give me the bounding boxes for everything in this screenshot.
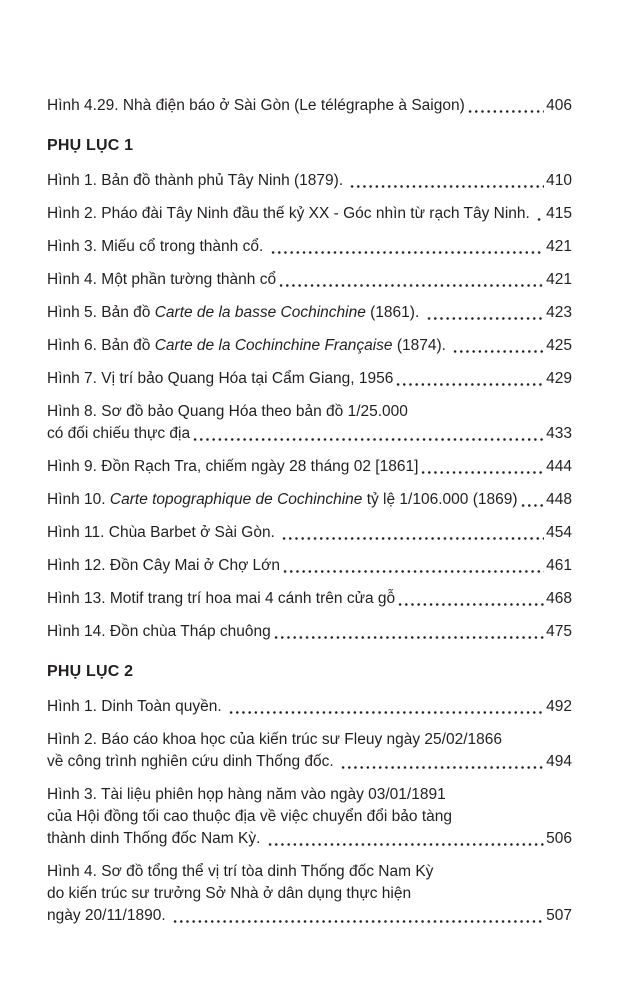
entry-line-final [47, 368, 572, 390]
entry-line-final [47, 696, 572, 718]
toc-entry [47, 302, 572, 324]
section-header: PHỤ LỤC 1 [47, 137, 134, 154]
toc-entry [47, 784, 572, 850]
toc-entry [47, 368, 572, 390]
dot-leader [281, 537, 544, 540]
page-number: 429 [546, 370, 572, 387]
entry-line-final [47, 905, 572, 927]
page-number: 448 [546, 491, 572, 508]
entry-caption-segment: Hình 3. Tài liệu phiên họp hàng năm vào ngày 03/01/1891 [47, 786, 446, 803]
page-number: 461 [546, 557, 572, 574]
entry-caption [47, 335, 450, 357]
toc-entry [47, 236, 572, 258]
page-number: 468 [546, 590, 572, 607]
entry-caption [47, 751, 338, 773]
entry-caption-segment: Hình 9. Đồn Rạch Tra, chiếm ngày 28 tháng 02 [1861] [47, 458, 419, 475]
entry-caption-segment: Hình 5. Bản đồ [47, 304, 155, 321]
entry-caption [47, 863, 433, 880]
entry-caption [47, 808, 452, 825]
dot-leader [267, 843, 544, 846]
page-number: 410 [546, 172, 572, 189]
toc-entry [47, 861, 572, 927]
entry-line-final [47, 170, 572, 192]
entry-caption-segment: Hình 1. Bản đồ thành phủ Tây Ninh (1879). [47, 172, 348, 189]
entry-caption-italic-segment: Carte de la basse Cochinchine [154, 304, 366, 321]
entry-line-final [47, 588, 572, 610]
dot-leader [397, 603, 544, 606]
entry-line [47, 883, 572, 905]
entry-caption-segment: Hình 2. Báo cáo khoa học của kiến trúc sư Fleuy ngày 25/02/1866 [47, 731, 502, 748]
page-number: 494 [546, 753, 572, 770]
entry-caption-segment: Hình 8. Sơ đồ bảo Quang Hóa theo bản đồ 1/25.000 [47, 403, 408, 420]
entry-caption [47, 203, 534, 225]
entry-line-final [47, 555, 572, 577]
entry-line [47, 401, 572, 423]
entry-caption [47, 588, 395, 610]
entry-caption [47, 95, 465, 117]
entry-caption [47, 885, 411, 902]
entry-line [47, 806, 572, 828]
entry-line [47, 861, 572, 883]
page-number: 433 [546, 425, 572, 442]
entry-caption [47, 302, 424, 324]
dot-leader [273, 636, 544, 639]
entry-caption-segment: tỷ lệ 1/106.000 (1869) [362, 491, 518, 508]
dot-leader [270, 251, 545, 254]
page-number: 415 [546, 205, 572, 222]
entry-caption [47, 828, 265, 850]
dot-leader [192, 438, 544, 441]
entry-caption-segment: Hình 14. Đồn chùa Tháp chuông [47, 623, 271, 640]
entry-caption [47, 423, 190, 445]
entry-caption [47, 786, 446, 803]
entry-caption-segment: của Hội đồng tối cao thuộc địa về việc chuyển đổi bảo tàng [47, 808, 452, 825]
toc-list [47, 95, 572, 927]
entry-caption-segment: Hình 4. Một phần tường thành cổ [47, 271, 277, 288]
entry-line-final [47, 236, 572, 258]
entry-line-final [47, 302, 572, 324]
page-number: 421 [546, 238, 572, 255]
entry-caption-segment: Hình 4.29. Nhà điện báo ở Sài Gòn (Le télégraphe à Saigon) [47, 97, 465, 114]
entry-line-final [47, 522, 572, 544]
page-number: 454 [546, 524, 572, 541]
entry-caption-segment: Hình 6. Bản đồ [47, 337, 155, 354]
entry-caption-italic-segment: Carte de la Cochinchine Française [154, 337, 393, 354]
entry-caption-segment: thành dinh Thống đốc Nam Kỳ. [47, 830, 265, 847]
entry-caption-segment: có đối chiếu thực địa [47, 425, 191, 442]
dot-leader [452, 350, 544, 353]
toc-entry [47, 95, 572, 117]
dot-leader [395, 383, 544, 386]
toc-entry [47, 621, 572, 643]
page-number: 444 [546, 458, 572, 475]
dot-leader [467, 110, 544, 113]
entry-line-final [47, 621, 572, 643]
page-number: 492 [546, 698, 572, 715]
page-number: 406 [546, 97, 572, 114]
toc-entry [47, 456, 572, 478]
entry-caption [47, 170, 347, 192]
entry-caption [47, 236, 268, 258]
entry-line-final [47, 828, 572, 850]
entry-caption [47, 621, 271, 643]
entry-line-final [47, 203, 572, 225]
entry-caption-segment: Hình 11. Chùa Barbet ở Sài Gòn. [47, 524, 280, 541]
entry-caption [47, 555, 280, 577]
entry-caption [47, 522, 279, 544]
toc-entry [47, 489, 572, 511]
page-number: 507 [546, 907, 572, 924]
entry-caption-segment: Hình 13. Motif trang trí hoa mai 4 cánh trên cửa gỗ [47, 590, 396, 607]
toc-entry [47, 269, 572, 291]
page-number: 425 [546, 337, 572, 354]
dot-leader [420, 471, 544, 474]
entry-caption [47, 489, 518, 511]
page-number: 475 [546, 623, 572, 640]
entry-caption [47, 456, 418, 478]
toc-entry [47, 696, 572, 718]
entry-caption-segment: Hình 4. Sơ đồ tổng thể vị trí tòa dinh Thống đốc Nam Kỳ [47, 863, 434, 880]
toc-entry [47, 335, 572, 357]
entry-caption-segment: về công trình nghiên cứu dinh Thống đốc. [47, 753, 339, 770]
page-number: 421 [546, 271, 572, 288]
entry-caption-segment: ngày 20/11/1890. [47, 907, 170, 924]
toc-entry [47, 401, 572, 445]
entry-caption-segment: Hình 1. Dinh Toàn quyền. [47, 698, 226, 715]
entry-caption [47, 403, 408, 420]
toc-entry [47, 588, 572, 610]
entry-line-final [47, 95, 572, 117]
dot-leader [340, 766, 544, 769]
entry-caption-segment: Hình 10. [47, 491, 110, 508]
entry-caption [47, 269, 276, 291]
dot-leader [349, 185, 544, 188]
entry-caption-segment: (1874). [392, 337, 451, 354]
entry-caption-segment: Hình 7. Vị trí bảo Quang Hóa tại Cẩm Giang, 1956 [47, 370, 394, 387]
entry-caption [47, 905, 170, 927]
entry-caption-segment: Hình 12. Đồn Cây Mai ở Chợ Lớn [47, 557, 280, 574]
entry-line [47, 784, 572, 806]
toc-entry [47, 203, 572, 225]
entry-line-final [47, 423, 572, 445]
dot-leader [426, 317, 545, 320]
entry-line-final [47, 269, 572, 291]
toc-entry [47, 170, 572, 192]
section-header: PHỤ LỤC 2 [47, 663, 134, 680]
entry-line [47, 729, 572, 751]
dot-leader [228, 711, 544, 714]
toc-entry [47, 522, 572, 544]
page-number: 506 [546, 830, 572, 847]
entry-line-final [47, 456, 572, 478]
page-number: 423 [546, 304, 572, 321]
entry-caption-italic-segment: Carte topographique de Cochinchine [109, 491, 363, 508]
dot-leader [520, 504, 545, 507]
toc-entry [47, 729, 572, 773]
entry-caption-segment: Hình 2. Pháo đài Tây Ninh đầu thế kỷ XX - Góc nhìn từ rạch Tây Ninh. [47, 205, 535, 222]
entry-line-final [47, 335, 572, 357]
entry-caption [47, 696, 226, 718]
entry-caption-segment: do kiến trúc sư trưởng Sở Nhà ở dân dụng thực hiện [47, 885, 412, 902]
toc-entry [47, 555, 572, 577]
dot-leader [282, 570, 544, 573]
entry-caption-segment: Hình 3. Miếu cổ trong thành cổ. [47, 238, 268, 255]
dot-leader [536, 218, 544, 221]
entry-caption [47, 368, 393, 390]
dot-leader [278, 284, 544, 287]
entry-line-final [47, 751, 572, 773]
entry-caption [47, 731, 502, 748]
entry-caption-segment: (1861). [365, 304, 424, 321]
dot-leader [172, 920, 544, 923]
entry-line-final [47, 489, 572, 511]
